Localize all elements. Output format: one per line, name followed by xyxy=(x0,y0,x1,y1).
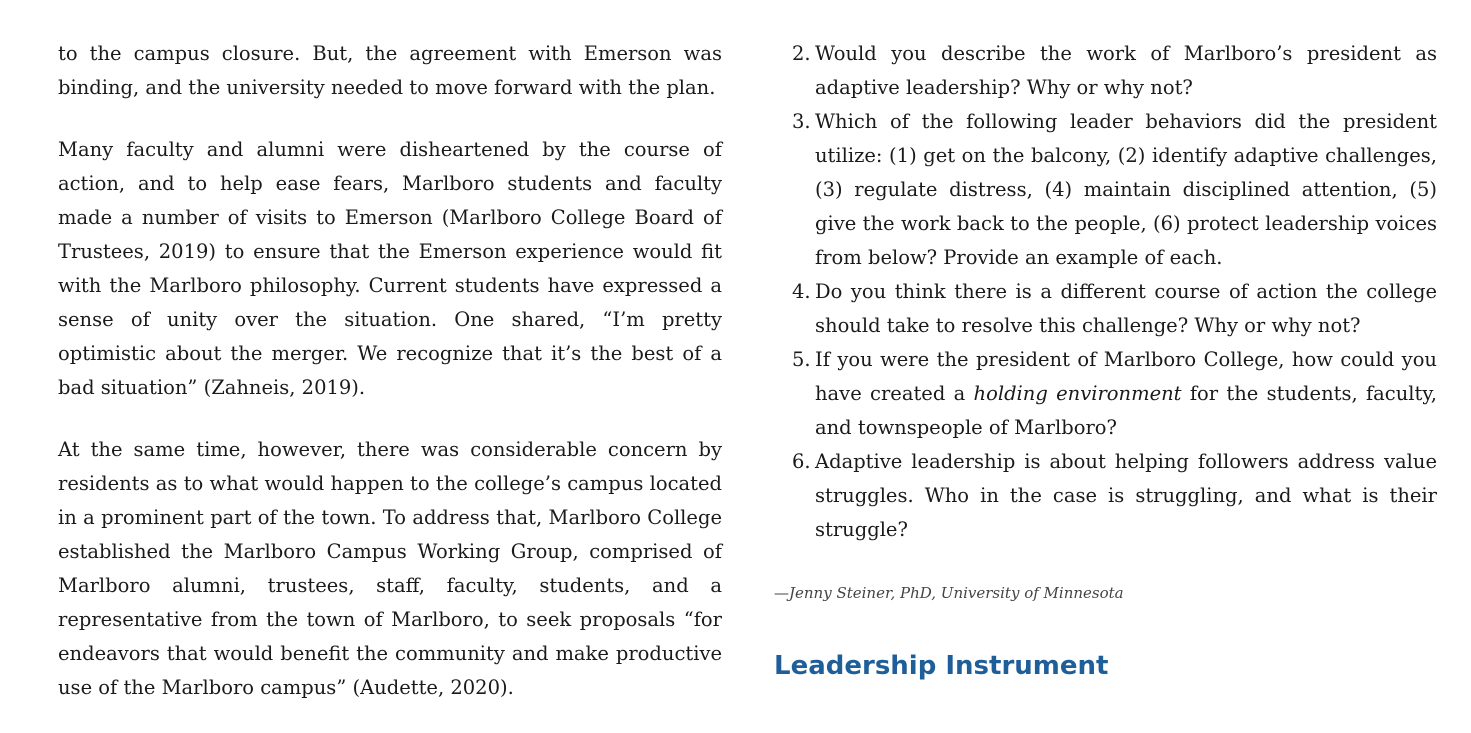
question-item-4 xyxy=(774,275,1437,343)
paragraph-campus-closure: to the campus closure. But, the agreement with Emerson was binding, and the university needed to move forward with the plan. xyxy=(58,42,722,99)
discussion-questions-list xyxy=(774,37,1437,547)
question-text-before: If you were the president of Marlboro College, how could you have created a xyxy=(815,348,1437,405)
question-text: Would you describe the work of Marlboro’s president as adaptive leadership? Why or why not? xyxy=(815,42,1437,99)
question-number: 5. xyxy=(792,348,811,371)
question-text: Adaptive leadership is about helping followers address value struggles. Who in the case is struggling, and what is their struggle? xyxy=(815,450,1437,541)
question-item-2 xyxy=(774,37,1437,105)
paragraph-faculty-alumni: Many faculty and alumni were disheartened by the course of action, and to help ease fears, Marlboro students and faculty made a number of visits to Emerson (Marlboro College Board of Trustees, 2019) to ensure that the Emerson experience would fit with the Marlboro philosophy. Current students have expressed a sense of unity over the situation. One shared, “I’m pretty optimistic about the merger. We recognize that it’s the best of a bad situation” (Zahneis, 2019). xyxy=(58,138,722,399)
question-text-emphasis: holding environment xyxy=(973,382,1182,405)
case-attribution: —Jenny Steiner, PhD, University of Minnesota xyxy=(774,584,1124,602)
question-text-after: for the students, faculty, and townspeople of Marlboro? xyxy=(815,382,1437,439)
question-number: 6. xyxy=(792,450,811,473)
question-item-6 xyxy=(774,445,1437,547)
question-number: 4. xyxy=(792,280,811,303)
paragraph-residents-concern: At the same time, however, there was considerable concern by residents as to what would happen to the college’s campus located in a prominent part of the town. To address that, Marlboro College established the Marlboro Campus Working Group, comprised of Marlboro alumni, trustees, staff, faculty, students, and a representative from the town of Marlboro, to seek proposals “for endeavors that would benefit the community and make productive use of the Marlboro campus” (Audette, 2020). xyxy=(58,438,722,699)
question-item-5 xyxy=(774,343,1437,445)
question-number: 2. xyxy=(792,42,811,65)
section-heading: Leadership Instrument xyxy=(774,651,1109,681)
right-column xyxy=(774,37,1437,683)
question-number: 3. xyxy=(792,110,811,133)
question-text: Which of the following leader behaviors did the president utilize: (1) get on the balcony, (2) identify adaptive challenges, (3) regulate distress, (4) maintain disciplined attention, (5) give the work back to the people, (6) protect leadership voices from below? Provide an example of each. xyxy=(815,110,1437,269)
question-item-3 xyxy=(774,105,1437,275)
question-text: Do you think there is a different course of action the college should take to resolve this challenge? Why or why not? xyxy=(815,280,1437,337)
left-column xyxy=(58,37,722,733)
